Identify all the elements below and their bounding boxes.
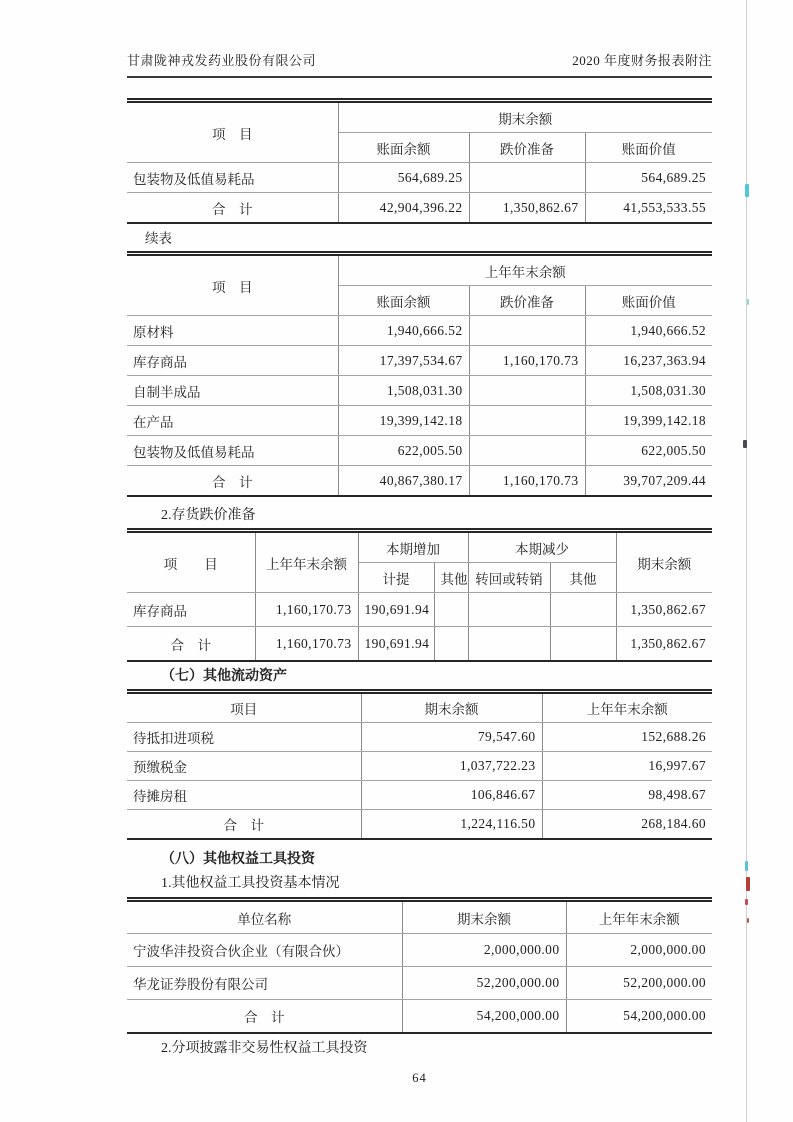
column-header: 期末余额 — [616, 531, 712, 593]
amount-cell: 106,846.67 — [361, 781, 542, 810]
amount-cell — [469, 406, 585, 436]
table-row — [127, 254, 712, 286]
scan-artifact — [746, 877, 750, 891]
doc-title: 2020 年度财务报表附注 — [572, 53, 712, 68]
item-cell: 在产品 — [127, 406, 338, 436]
table-row — [127, 781, 712, 810]
item-cell: 预缴税金 — [127, 752, 361, 781]
amount-cell: 268,184.60 — [542, 810, 712, 840]
amount-cell: 16,237,363.94 — [585, 346, 712, 376]
amount-cell: 622,005.50 — [338, 436, 469, 466]
item-cell: 库存商品 — [127, 593, 255, 627]
amount-cell: 2,000,000.00 — [402, 934, 566, 967]
amount-cell: 39,707,209.44 — [585, 466, 712, 497]
amount-cell: 1,160,170.73 — [469, 466, 585, 497]
table-row — [127, 1000, 712, 1034]
subsection-equity-split-disclosure: 2.分项披露非交易性权益工具投资 — [161, 1041, 368, 1056]
amount-cell: 1,160,170.73 — [469, 346, 585, 376]
section-other-current-assets: （七）其他流动资产 — [161, 669, 287, 684]
amount-cell: 1,508,031.30 — [338, 376, 469, 406]
scan-artifact — [747, 299, 749, 305]
column-header: 账面余额 — [338, 133, 469, 163]
table-row — [127, 593, 712, 627]
amount-cell: 41,553,533.55 — [585, 193, 712, 224]
scan-artifact — [745, 861, 748, 871]
amount-cell: 1,350,862.67 — [616, 627, 712, 662]
amount-cell: 152,688.26 — [542, 723, 712, 752]
item-cell: 库存商品 — [127, 346, 338, 376]
amount-cell — [550, 627, 616, 662]
table-row — [127, 436, 712, 466]
column-header: 上年年末余额 — [255, 531, 358, 593]
continued-table-label: 续表 — [145, 231, 172, 246]
column-header-item: 项目 — [127, 692, 361, 723]
column-header: 上年年末余额 — [542, 692, 712, 723]
amount-cell: 1,037,722.23 — [361, 752, 542, 781]
table-row — [127, 466, 712, 497]
table-row — [127, 692, 712, 723]
amount-cell: 98,498.67 — [542, 781, 712, 810]
amount-cell: 564,689.25 — [585, 163, 712, 193]
page-content — [127, 0, 712, 1086]
table-row — [127, 967, 712, 1000]
amount-cell: 564,689.25 — [338, 163, 469, 193]
table-row — [127, 934, 712, 967]
amount-cell — [469, 436, 585, 466]
amount-cell — [550, 593, 616, 627]
column-header-group: 上年年末余额 — [338, 254, 712, 286]
table-row — [127, 531, 712, 563]
column-header: 上年年末余额 — [566, 900, 712, 934]
column-header-item: 项 目 — [127, 101, 338, 163]
amount-cell: 17,397,534.67 — [338, 346, 469, 376]
amount-cell: 1,350,862.67 — [616, 593, 712, 627]
amount-cell: 40,867,380.17 — [338, 466, 469, 497]
amount-cell — [434, 627, 468, 662]
total-label-cell: 合 计 — [127, 1000, 402, 1034]
amount-cell: 1,940,666.52 — [338, 316, 469, 346]
item-cell: 自制半成品 — [127, 376, 338, 406]
section-inventory-provision: 2.存货跌价准备 — [161, 508, 256, 523]
column-header: 其他 — [550, 563, 616, 593]
amount-cell: 1,508,031.30 — [585, 376, 712, 406]
amount-cell: 622,005.50 — [585, 436, 712, 466]
column-header-item: 单位名称 — [127, 900, 402, 934]
subsection-equity-basic-info: 1.其他权益工具投资基本情况 — [161, 876, 340, 891]
column-header-group: 期末余额 — [338, 101, 712, 133]
scan-artifact — [743, 440, 747, 448]
amount-cell: 1,160,170.73 — [255, 627, 358, 662]
section-other-equity-investments: （八）其他权益工具投资 — [161, 852, 315, 867]
doc-header — [127, 50, 712, 78]
table-row — [127, 723, 712, 752]
scan-artifact — [745, 184, 749, 197]
table-row — [127, 101, 712, 133]
column-header: 账面价值 — [585, 286, 712, 316]
other-equity-investments-table — [127, 897, 712, 1034]
item-cell: 华龙证券股份有限公司 — [127, 967, 402, 1000]
amount-cell: 16,997.67 — [542, 752, 712, 781]
item-cell: 宁波华沣投资合伙企业（有限合伙） — [127, 934, 402, 967]
page-number: 64 — [412, 1071, 427, 1085]
table-row — [127, 316, 712, 346]
inventory-provision-table — [127, 528, 712, 662]
company-name: 甘肃陇神戎发药业股份有限公司 — [127, 53, 317, 68]
table-row — [127, 163, 712, 193]
amount-cell: 79,547.60 — [361, 723, 542, 752]
table-row — [127, 752, 712, 781]
amount-cell: 1,940,666.52 — [585, 316, 712, 346]
table-row — [127, 346, 712, 376]
column-header: 账面余额 — [338, 286, 469, 316]
amount-cell: 190,691.94 — [358, 627, 434, 662]
table-row — [127, 900, 712, 934]
total-label-cell: 合 计 — [127, 810, 361, 840]
total-label-cell: 合 计 — [127, 193, 338, 224]
column-header: 账面价值 — [585, 133, 712, 163]
item-cell: 待抵扣进项税 — [127, 723, 361, 752]
amount-cell: 190,691.94 — [358, 593, 434, 627]
amount-cell — [434, 593, 468, 627]
scan-artifact — [747, 918, 749, 923]
total-label-cell: 合 计 — [127, 627, 255, 662]
amount-cell: 54,200,000.00 — [566, 1000, 712, 1034]
column-header: 期末余额 — [361, 692, 542, 723]
table-row — [127, 627, 712, 662]
column-header: 跌价准备 — [469, 133, 585, 163]
amount-cell: 2,000,000.00 — [566, 934, 712, 967]
other-current-assets-table — [127, 689, 712, 840]
column-header: 转回或转销 — [468, 563, 550, 593]
amount-cell — [468, 593, 550, 627]
scan-artifact — [745, 899, 748, 905]
inventory-period-end-table — [127, 98, 712, 224]
table-row — [127, 406, 712, 436]
scan-page-edge-line — [746, 0, 747, 1122]
amount-cell: 54,200,000.00 — [402, 1000, 566, 1034]
column-header-item: 项 目 — [127, 254, 338, 316]
total-label-cell: 合 计 — [127, 466, 338, 497]
inventory-prior-year-table — [127, 251, 712, 497]
amount-cell: 52,200,000.00 — [402, 967, 566, 1000]
table-row — [127, 193, 712, 224]
amount-cell — [469, 316, 585, 346]
table-row — [127, 810, 712, 840]
item-cell: 包装物及低值易耗品 — [127, 436, 338, 466]
amount-cell: 19,399,142.18 — [585, 406, 712, 436]
column-header: 期末余额 — [402, 900, 566, 934]
item-cell: 包装物及低值易耗品 — [127, 163, 338, 193]
amount-cell — [468, 627, 550, 662]
amount-cell — [469, 376, 585, 406]
amount-cell: 52,200,000.00 — [566, 967, 712, 1000]
item-cell: 待摊房租 — [127, 781, 361, 810]
table-row — [127, 376, 712, 406]
amount-cell — [469, 163, 585, 193]
amount-cell: 1,224,116.50 — [361, 810, 542, 840]
column-header: 跌价准备 — [469, 286, 585, 316]
item-cell: 原材料 — [127, 316, 338, 346]
amount-cell: 1,350,862.67 — [469, 193, 585, 224]
amount-cell: 42,904,396.22 — [338, 193, 469, 224]
column-header: 计提 — [358, 563, 434, 593]
column-header-item: 项 目 — [127, 531, 255, 593]
amount-cell: 1,160,170.73 — [255, 593, 358, 627]
amount-cell: 19,399,142.18 — [338, 406, 469, 436]
column-header-group: 本期增加 — [358, 531, 468, 563]
column-header-group: 本期减少 — [468, 531, 616, 563]
column-header: 其他 — [434, 563, 468, 593]
